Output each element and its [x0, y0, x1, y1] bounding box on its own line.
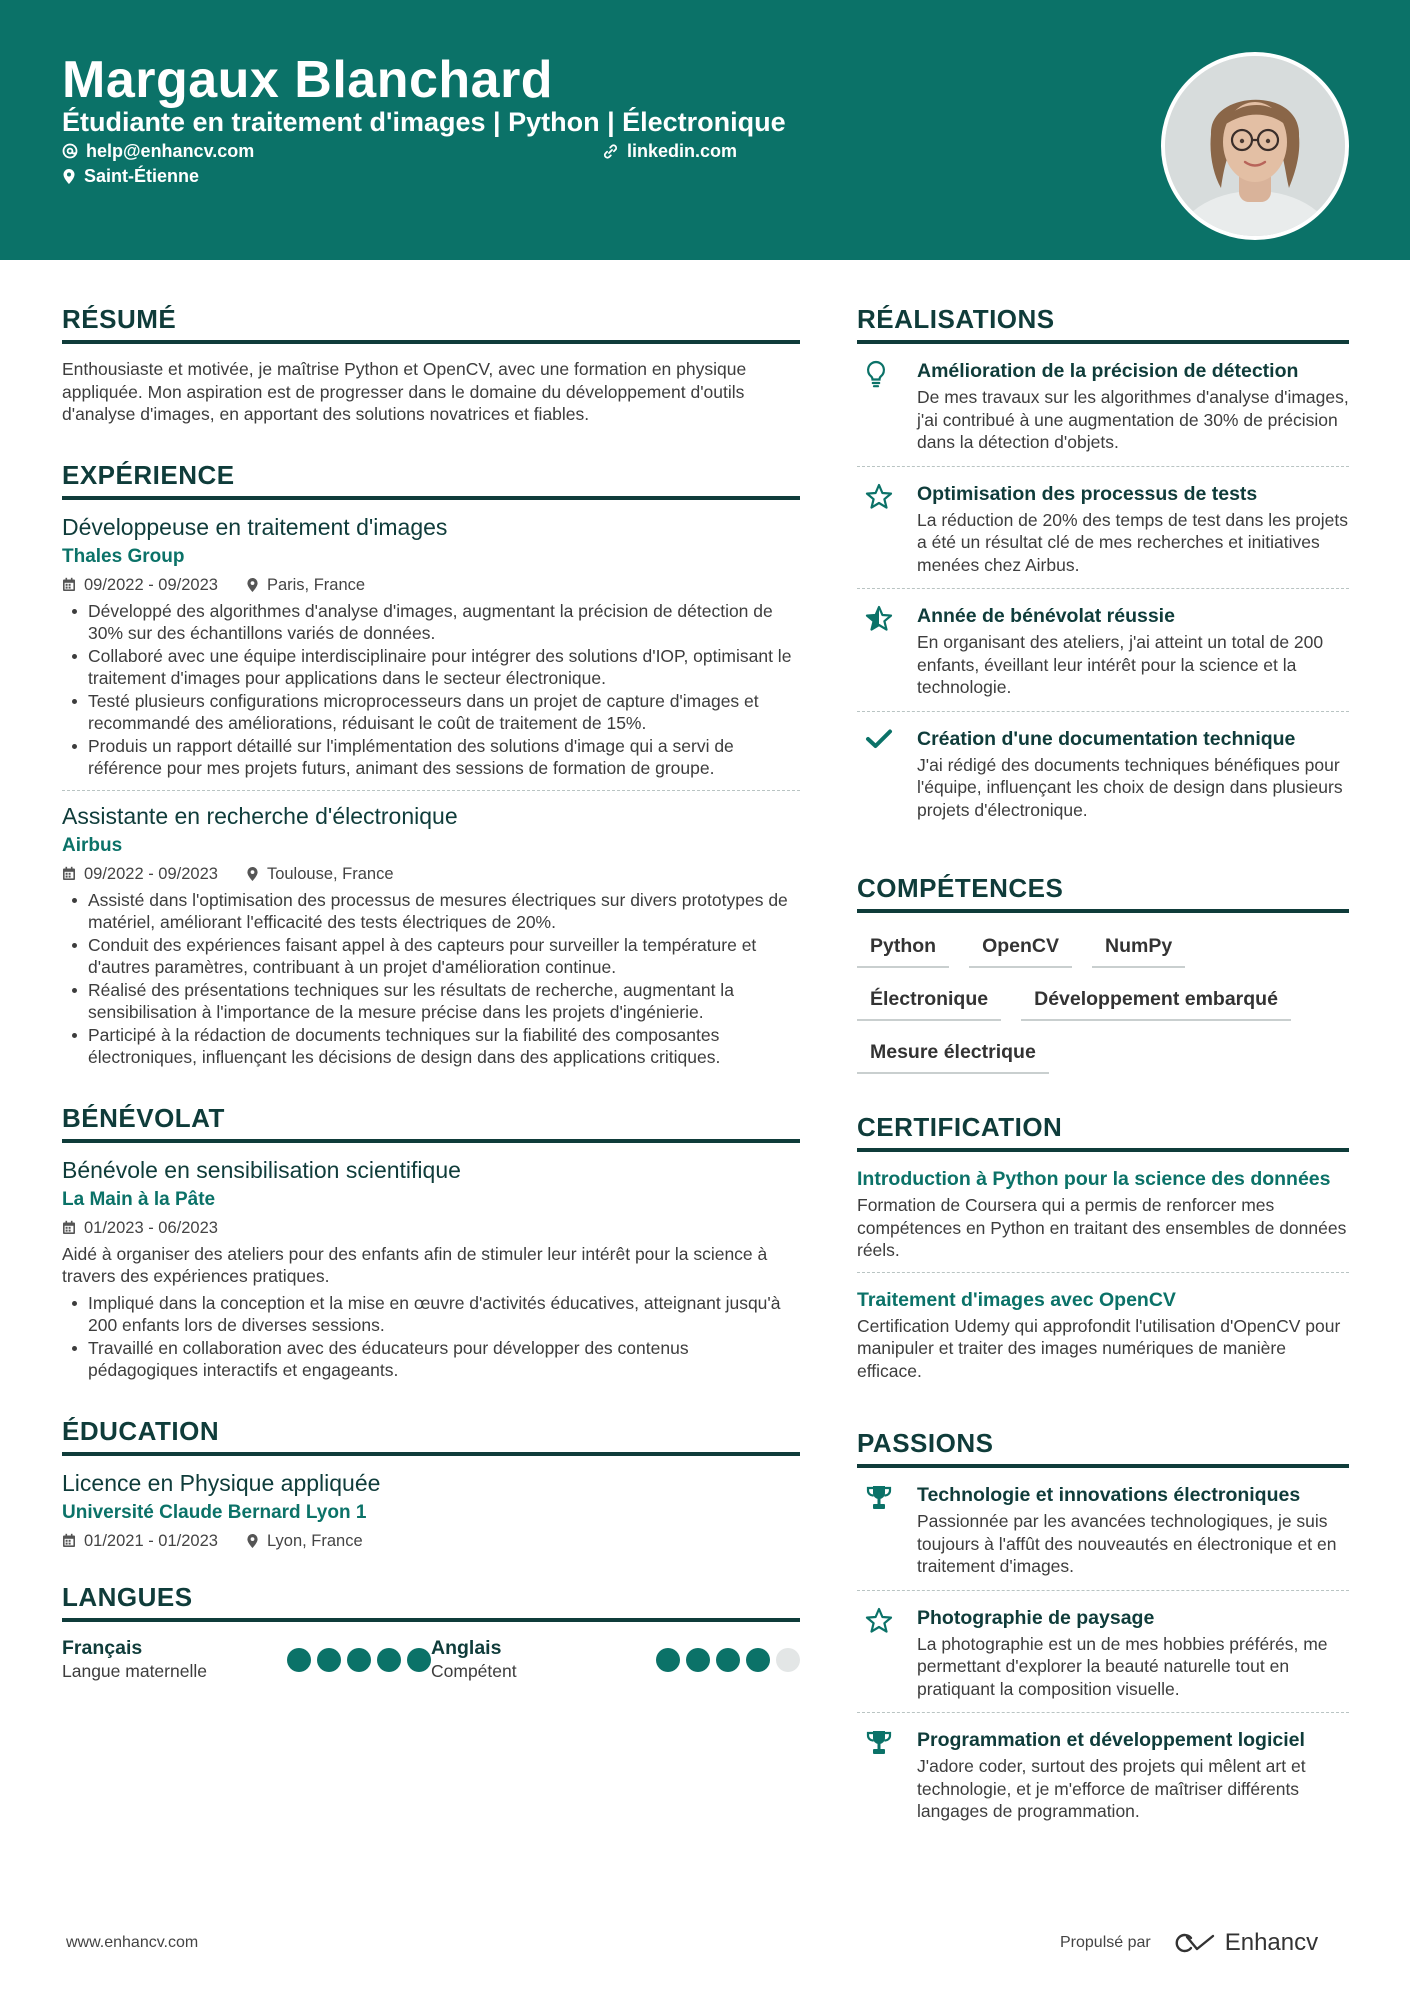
- languages-list: [62, 1636, 800, 1682]
- passion-title: Technologie et innovations électroniques: [917, 1484, 1301, 1506]
- skills-section: [857, 873, 1349, 1074]
- skill-tag: OpenCV: [969, 933, 1072, 968]
- rating-dot-filled: [686, 1648, 710, 1672]
- star-outline-icon: [865, 1607, 893, 1634]
- achievement-item: [857, 344, 1349, 466]
- skill-tag: Développement embarqué: [1021, 986, 1291, 1021]
- school-name: Université Claude Bernard Lyon 1: [62, 1501, 367, 1523]
- volunteer-role: Bénévole en sensibilisation scientifique: [62, 1156, 461, 1183]
- achievement-title: Amélioration de la précision de détection: [917, 360, 1299, 382]
- skill-tag: Mesure électrique: [857, 1039, 1049, 1074]
- education-meta: [62, 1530, 800, 1552]
- experience-entry: [62, 500, 800, 780]
- education-dates: 01/2021 - 01/2023: [84, 1531, 218, 1550]
- job-meta: [62, 863, 800, 885]
- candidate-tagline: Étudiante en traitement d'images | Python | Électronique: [62, 107, 786, 137]
- certification-title: Introduction à Python pour la science des données: [857, 1168, 1331, 1190]
- certification-item: [857, 1272, 1349, 1393]
- volunteer-meta: [62, 1217, 800, 1239]
- skill-tag: NumPy: [1092, 933, 1185, 968]
- location-pin-icon: [246, 866, 259, 882]
- volunteer-bullets: [62, 1292, 800, 1382]
- job-meta: [62, 574, 800, 596]
- certification-text: Certification Udemy qui approfondit l'utilisation d'OpenCV pour manipuler et traiter des images numériques de manière efficace.: [857, 1315, 1341, 1381]
- rating-dot-filled: [716, 1648, 740, 1672]
- resume-heading: RÉSUMÉ: [62, 304, 800, 344]
- email-contact[interactable]: [62, 140, 254, 162]
- email-text: help@enhancv.com: [86, 141, 255, 161]
- location-contact: [62, 165, 199, 187]
- star-outline-icon: [865, 483, 893, 510]
- lightbulb-icon: [865, 360, 887, 388]
- footer-branding: [1060, 1929, 1318, 1957]
- candidate-name: Margaux Blanchard: [62, 51, 554, 109]
- experience-section: [62, 460, 800, 1069]
- achievement-title: Année de bénévolat réussie: [917, 605, 1175, 627]
- achievement-text: La réduction de 20% des temps de test dans les projets a été un résultat clé de mes recherches et initiatives menées chez Airbus.: [917, 509, 1348, 575]
- achievements-heading: RÉALISATIONS: [857, 304, 1349, 344]
- passion-text: J'adore coder, surtout des projets qui mêlent art et technologie, et je m'efforce de maîtriser différents langages de programmation.: [917, 1756, 1306, 1821]
- passion-text: Passionnée par les avancées technologiques, je suis toujours à l'affût des nouveautés en électronique et en traitement d'images.: [917, 1511, 1337, 1576]
- certification-title: Traitement d'images avec OpenCV: [857, 1288, 1176, 1311]
- certification-section: [857, 1112, 1349, 1392]
- volunteer-org: La Main à la Pâte: [62, 1188, 216, 1210]
- rating-dot-filled: [317, 1648, 341, 1672]
- link-icon: [602, 143, 619, 160]
- location-pin-icon: [246, 1533, 259, 1549]
- achievements-section: [857, 304, 1349, 833]
- achievement-text: De mes travaux sur les algorithmes d'analyse d'images, j'ai contribué à une augmentation de 30% de précision dans la détection d'objets.: [917, 387, 1349, 452]
- achievement-item: [857, 588, 1349, 711]
- profile-photo: [1161, 52, 1349, 240]
- education-location: Lyon, France: [266, 1531, 363, 1550]
- job-bullet: Produis un rapport détaillé sur l'implémentation des solutions d'image qui a servi de référence pour mes projets futurs, animant des sessions de formation de groupe.: [62, 735, 800, 780]
- certification-heading: CERTIFICATION: [857, 1112, 1349, 1152]
- language-rating: [656, 1648, 800, 1682]
- enhancv-logo-icon: [1171, 1931, 1217, 1955]
- linkedin-contact[interactable]: [602, 140, 737, 162]
- achievement-item: [857, 711, 1349, 834]
- passions-section: [857, 1428, 1349, 1835]
- calendar-icon: [62, 577, 76, 592]
- job-bullet: Collaboré avec une équipe interdisciplinaire pour intégrer des solutions d'IOP, optimisant le traitement d'images pour applications dans le secteur électronique.: [62, 645, 800, 690]
- rating-dot-empty: [776, 1648, 800, 1672]
- job-bullet: Développé des algorithmes d'analyse d'images, augmentant la précision de détection de 30% sur des échantillons variés de données.: [62, 600, 800, 645]
- calendar-icon: [62, 1220, 76, 1235]
- job-bullet: Participé à la rédaction de documents techniques sur la fiabilité des composantes électroniques, influençant les décisions de design dans des applications critiques.: [62, 1024, 800, 1069]
- passion-text: La photographie est un de mes hobbies préférés, me permettant d'explorer la beauté naturelle tout en pratiquant la composition visuelle.: [917, 1633, 1328, 1699]
- job-bullet: Testé plusieurs configurations microprocesseurs dans un projet de capture d'images et recommandé des améliorations, réduisant le coût de traitement de 15%.: [62, 690, 800, 735]
- language-item: [431, 1636, 800, 1682]
- brand-name: Enhancv: [1224, 1929, 1319, 1956]
- passion-item: [857, 1468, 1349, 1590]
- passion-item: [857, 1712, 1349, 1835]
- job-dates: 09/2022 - 09/2023: [84, 864, 218, 883]
- achievement-title: Création d'une documentation technique: [917, 727, 1296, 750]
- languages-section: [62, 1582, 800, 1682]
- language-name: Anglais: [431, 1636, 502, 1659]
- passions-heading: PASSIONS: [857, 1428, 1349, 1468]
- skill-tag: Électronique: [857, 986, 1001, 1021]
- rating-dot-filled: [656, 1648, 680, 1672]
- language-level: Langue maternelle: [62, 1660, 207, 1681]
- achievement-item: [857, 466, 1349, 589]
- calendar-icon: [62, 1533, 76, 1548]
- powered-by-text: Propulsé par: [1060, 1934, 1151, 1951]
- job-location: Paris, France: [266, 575, 366, 594]
- linkedin-text: linkedin.com: [627, 141, 738, 161]
- volunteer-dates: 01/2023 - 06/2023: [84, 1218, 218, 1237]
- experience-entry: [62, 790, 800, 1069]
- languages-heading: LANGUES: [62, 1582, 800, 1622]
- company-name: Thales Group: [62, 545, 185, 567]
- achievement-text: J'ai rédigé des documents techniques bénéfiques pour l'équipe, influençant les choix de design dans plusieurs projets d'électronique.: [917, 754, 1343, 820]
- rating-dot-filled: [746, 1648, 770, 1672]
- volunteer-bullet: Travaillé en collaboration avec des éducateurs pour développer des contenus pédagogiques interactifs et engageants.: [62, 1337, 800, 1382]
- trophy-icon: [865, 1484, 893, 1511]
- job-bullet: Assisté dans l'optimisation des processus de mesures électriques sur divers prototypes de matériel, améliorant l'efficacité des tests électriques de 20%.: [62, 889, 800, 934]
- left-column: [62, 304, 800, 1716]
- volunteer-heading: BÉNÉVOLAT: [62, 1103, 800, 1143]
- resume-section: [62, 304, 800, 426]
- job-bullets: [62, 889, 800, 1069]
- rating-dot-filled: [287, 1648, 311, 1672]
- skills-heading: COMPÉTENCES: [857, 873, 1349, 913]
- degree-title: Licence en Physique appliquée: [62, 1469, 381, 1496]
- header: [0, 0, 1410, 260]
- job-bullet: Réalisé des présentations techniques sur les résultats de recherche, augmentant la sensibilisation à l'importance de la mesure précise dans les projets d'ingénierie.: [62, 979, 800, 1024]
- right-column: [857, 304, 1349, 1869]
- job-bullet: Conduit des expériences faisant appel à des capteurs pour surveiller la température et d'autres paramètres, contribuant à un projet d'amélioration continue.: [62, 934, 800, 979]
- job-title: Développeuse en traitement d'images: [62, 513, 448, 540]
- passion-item: [857, 1590, 1349, 1713]
- skill-tag: Python: [857, 933, 949, 968]
- language-rating: [287, 1648, 431, 1682]
- location-text: Saint-Étienne: [84, 166, 200, 186]
- location-pin-icon: [246, 577, 259, 593]
- language-item: [62, 1636, 431, 1682]
- resume-text: Enthousiaste et motivée, je maîtrise Python et OpenCV, avec une formation en physique appliquée. Mon aspiration est de progresser dans le domaine du développement d'outils d'analyse d'images, en apportant des solutions novatrices et fiables.: [62, 359, 747, 424]
- experience-heading: EXPÉRIENCE: [62, 460, 800, 500]
- achievement-title: Optimisation des processus de tests: [917, 482, 1258, 505]
- education-section: [62, 1416, 800, 1552]
- education-entry: [62, 1456, 800, 1552]
- rating-dot-filled: [377, 1648, 401, 1672]
- trophy-icon: [865, 1729, 893, 1756]
- rating-dot-filled: [407, 1648, 431, 1672]
- star-half-icon: [865, 605, 893, 632]
- language-level: Compétent: [431, 1660, 517, 1681]
- certification-item: [857, 1152, 1349, 1272]
- enhancv-logo[interactable]: [1171, 1929, 1318, 1957]
- volunteer-bullet: Impliqué dans la conception et la mise en œuvre d'activités éducatives, atteignant jusqu'à 200 enfants lors de diverses sessions.: [62, 1292, 800, 1337]
- footer-website[interactable]: www.enhancv.com: [66, 1934, 199, 1951]
- checkmark-icon: [865, 728, 893, 750]
- job-title: Assistante en recherche d'électronique: [62, 802, 458, 829]
- volunteer-text: Aidé à organiser des ateliers pour des enfants afin de stimuler leur intérêt pour la science à travers des expériences pratiques.: [62, 1243, 768, 1286]
- job-location: Toulouse, France: [266, 864, 394, 883]
- calendar-icon: [62, 866, 76, 881]
- job-dates: 09/2022 - 09/2023: [84, 575, 218, 594]
- passion-title: Programmation et développement logiciel: [917, 1729, 1305, 1751]
- at-icon: [62, 143, 78, 159]
- education-heading: ÉDUCATION: [62, 1416, 800, 1456]
- job-bullets: [62, 600, 800, 780]
- passion-title: Photographie de paysage: [917, 1606, 1155, 1629]
- company-name: Airbus: [62, 834, 123, 856]
- location-pin-icon: [62, 168, 76, 185]
- volunteer-entry: [62, 1143, 800, 1382]
- achievement-text: En organisant des ateliers, j'ai atteint un total de 200 enfants, éveillant leur intérêt pour la science et la technologie.: [917, 632, 1324, 697]
- volunteer-section: [62, 1103, 800, 1382]
- skills-list: [857, 933, 1349, 1074]
- rating-dot-filled: [347, 1648, 371, 1672]
- certification-text: Formation de Coursera qui a permis de renforcer mes compétences en Python en traitant des ensembles de données réels.: [857, 1195, 1347, 1260]
- language-name: Français: [62, 1636, 143, 1659]
